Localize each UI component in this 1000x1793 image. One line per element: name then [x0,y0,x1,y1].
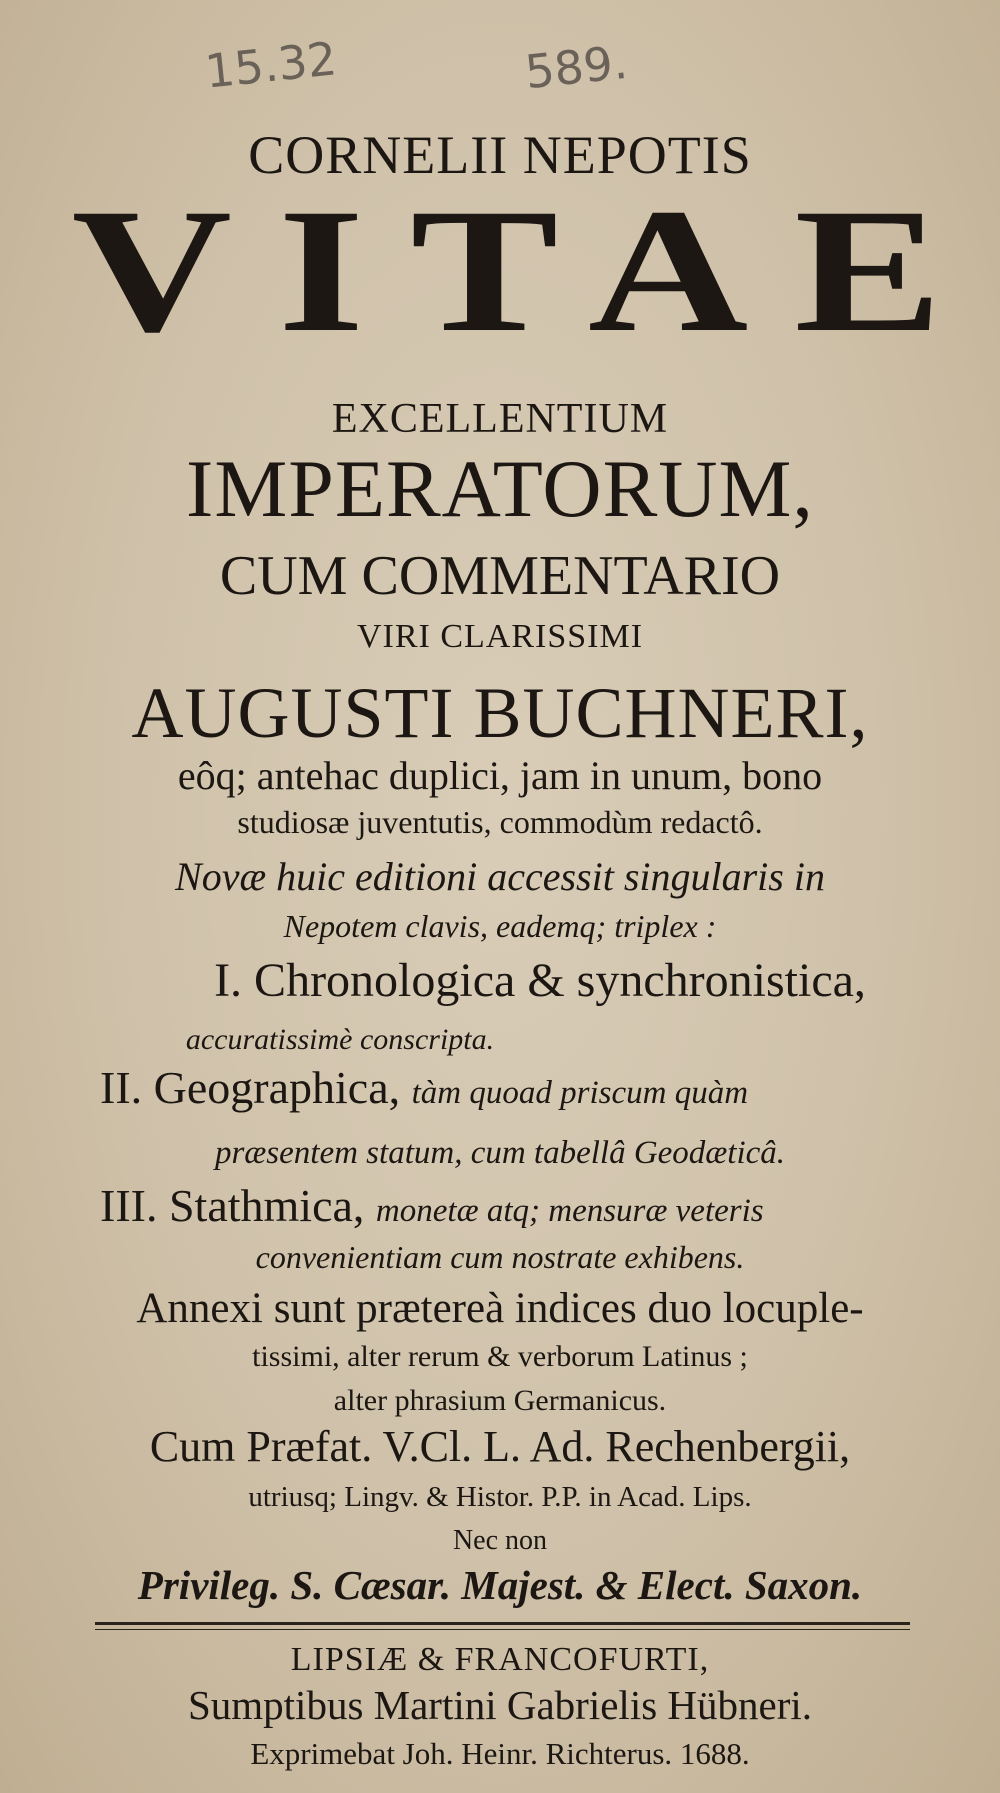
praefatio-line-1: Cum Præfat. V.Cl. L. Ad. Rechenbergii, [149,1422,851,1471]
annexi-line-3: alter phrasium Germanicus. [333,1384,667,1417]
double-rule-thick [95,1622,910,1625]
imprint-place: LIPSIÆ & FRANCOFURTI, [290,1641,710,1678]
manuscript-shelfmark-right: 589. [522,34,630,100]
item-1-title: I. Chronologica & synchronistica, [214,954,866,1007]
item-3-rest: monetæ atq; mensuræ veteris [375,1193,764,1229]
description-line-1: eôq; antehac duplici, jam in unum, bono [177,753,823,798]
commentary-line: CUM COMMENTARIO [219,545,781,607]
nova-editio-line-1: Novæ huic editioni accessit singularis in [175,854,825,899]
privilege-line: Privileg. S. Cæsar. Majest. & Elect. Saxon. [137,1562,863,1608]
nec-non-line: Nec non [452,1525,548,1556]
annexi-line-2: tissimi, alter rerum & verborum Latinus ; [252,1340,748,1373]
title-sub-excellentium: EXCELLENTIUM [331,396,669,442]
author-name: CORNELII NEPOTIS [248,125,752,185]
annexi-line-1: Annexi sunt prætereà indices duo locuple- [136,1285,864,1332]
double-rule-thin [95,1629,910,1630]
item-2-title [100,1062,749,1113]
item-3-description: convenientiam cum nostrate exhibens. [255,1239,745,1275]
commentator-name: AUGUSTI BUCHNERI, [131,673,869,753]
imprint-publisher: Sumptibus Martini Gabrielis Hübneri. [187,1682,813,1728]
imprint-printer: Exprimebat Joh. Heinr. Richterus. 1688. [250,1736,750,1771]
item-2-label: II. Geographica, [100,1062,401,1113]
item-3-label: III. Stathmica, [100,1180,365,1231]
item-2-rest: tàm quoad priscum quàm [411,1075,749,1111]
description-line-2: studiosæ juventutis, commodùm redactô. [237,804,763,840]
title-sub-imperatorum: IMPERATORUM, [186,443,814,534]
item-3-title [100,1180,764,1231]
nova-editio-line-2: Nepotem clavis, eademq; triplex : [283,908,717,944]
viri-line: VIRI CLARISSIMI [356,618,644,655]
item-1-description: accuratissimè conscripta. [185,1023,495,1056]
item-2-description: præsentem statum, cum tabellâ Geodæticâ. [214,1135,786,1171]
main-title: VITAE [71,172,989,370]
praefatio-line-2: utriusq; Lingv. & Histor. P.P. in Acad. Lips. [248,1481,752,1513]
manuscript-shelfmark-left: 15.32 [202,31,340,99]
